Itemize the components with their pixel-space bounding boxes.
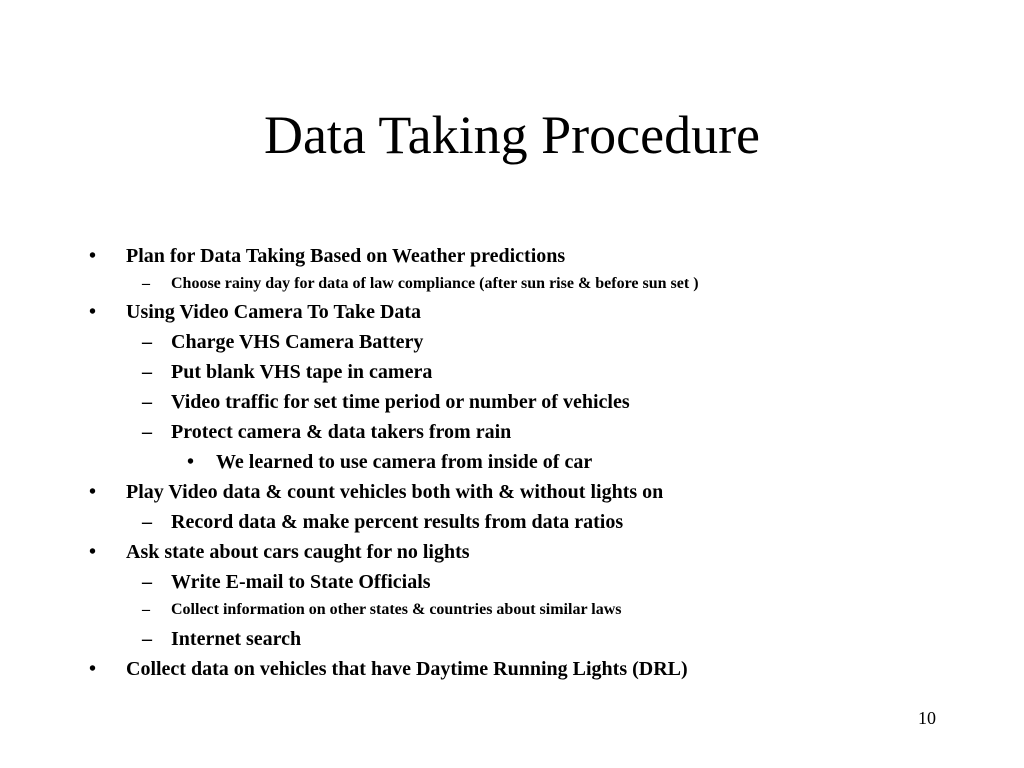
dash-marker: – [142,331,152,353]
dash-marker: – [142,275,150,292]
list-item-text: Put blank VHS tape in camera [171,361,433,383]
list-item-text: Record data & make percent results from data ratios [171,511,624,533]
list-item-text: Collect information on other states & countries about similar laws [171,601,622,618]
list-item-text: Video traffic for set time period or number of vehicles [171,391,630,413]
list-item-text: Using Video Camera To Take Data [126,301,422,323]
dash-marker: – [142,601,150,618]
dash-marker: – [142,628,152,650]
list-item-text: Ask state about cars caught for no lights [126,541,470,563]
list-item-text: We learned to use camera from inside of car [216,451,593,473]
bullet-marker: • [89,245,97,267]
list-item-text: Choose rainy day for data of law compliance (after sun rise & before sun set ) [171,275,699,292]
bullet-marker: • [89,658,97,680]
dash-marker: – [142,571,152,593]
list-item-text: Play Video data & count vehicles both with & without lights on [126,481,664,503]
list-item-text: Collect data on vehicles that have Daytime Running Lights (DRL) [126,658,688,680]
list-item-text: Plan for Data Taking Based on Weather predictions [126,245,566,267]
bullet-marker: • [187,451,195,473]
dash-marker: – [142,361,152,383]
dash-marker: – [142,511,152,533]
bullet-marker: • [89,301,97,323]
list-item-text: Charge VHS Camera Battery [171,331,424,353]
page-number: 10 [918,708,936,728]
list-item-text: Write E-mail to State Officials [171,571,431,593]
bullet-marker: • [89,481,97,503]
bullet-marker: • [89,541,97,563]
list-item-text: Protect camera & data takers from rain [171,421,512,443]
dash-marker: – [142,421,152,443]
dash-marker: – [142,391,152,413]
list-item-text: Internet search [171,628,302,650]
slide-title: Data Taking Procedure [263,105,761,165]
